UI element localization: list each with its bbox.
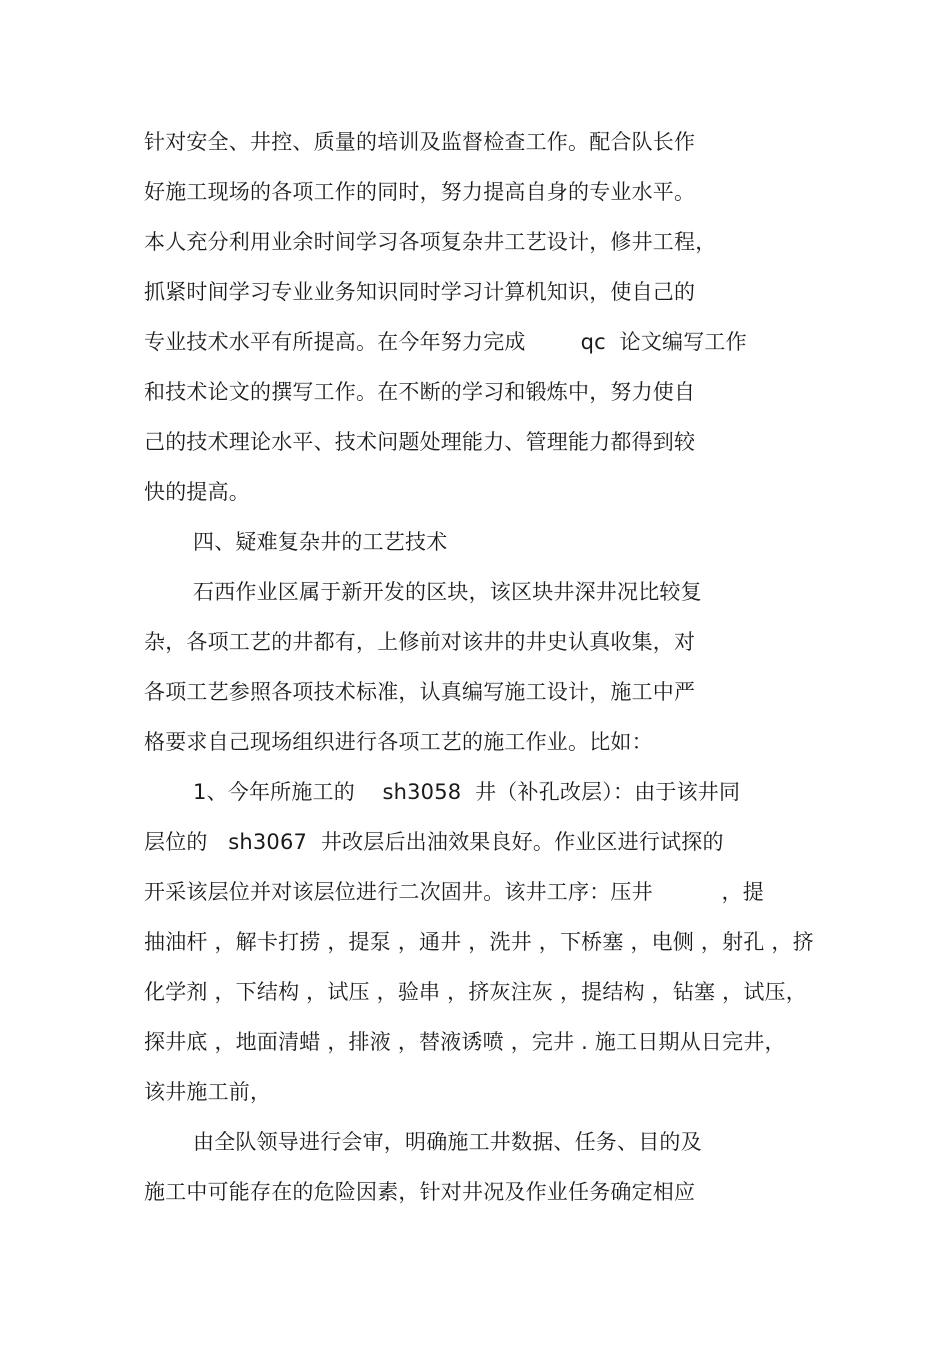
text-line: 抽油杆 ，解卡打捞 ，提泵 ，通井 ，洗井 ，下桥塞 ，电侧 ，射孔 ，挤 [144,930,814,954]
text-line: 层位的 sh3067 井改层后出油效果良好。作业区进行试探的 [144,830,724,854]
text-line: 好施工现场的各项工作的同时，努力提高自身的专业水平。 [144,180,696,204]
section-heading: 四、疑难复杂井的工艺技术 [193,530,448,554]
text-line: 本人充分利用业余时间学习各项复杂井工艺设计，修井工程， [144,230,717,254]
text-line: 各项工艺参照各项技术标准，认真编写施工设计，施工中严 [144,680,696,704]
text-line: 己的技术理论水平、技术问题处理能力、管理能力都得到较 [144,430,696,454]
text-line: 针对安全、井控、质量的培训及监督检查工作。配合队长作 [144,130,696,154]
text-line: 探井底 ，地面清蜡 ，排液 ，替液诱喷 ，完井 . 施工日期从日完井， [144,1030,786,1054]
text-line: 化学剂 ，下结构 ，试压 ，验串 ，挤灰注灰 ，提结构 ，钻塞 ，试压， [144,980,807,1004]
text-line: 杂，各项工艺的井都有，上修前对该井的井史认真收集，对 [144,630,696,654]
text-line: 由全队领导进行会审，明确施工井数据、任务、目的及 [193,1130,702,1154]
text-line: 格要求自己现场组织进行各项工艺的施工作业。比如： [144,730,653,754]
text-line: 1、今年所施工的 sh3058 井（补孔改层）：由于该井同 [193,780,741,804]
text-line: 该井施工前， [144,1080,272,1104]
text-line: 抓紧时间学习专业业务知识同时学习计算机知识，使自己的 [144,280,696,304]
text-line: 施工中可能存在的危险因素，针对井况及作业任务确定相应 [144,1180,696,1204]
text-line: 开采该层位并对该层位进行二次固井。该井工序：压井 ，提 [144,880,764,904]
text-line: 和技术论文的撰写工作。在不断的学习和锻炼中，努力使自 [144,380,696,404]
text-line: 石西作业区属于新开发的区块，该区块井深井况比较复 [193,580,702,604]
text-line: 专业技术水平有所提高。在今年努力完成 qc 论文编写工作 [144,330,747,354]
text-line: 快的提高。 [144,480,250,504]
